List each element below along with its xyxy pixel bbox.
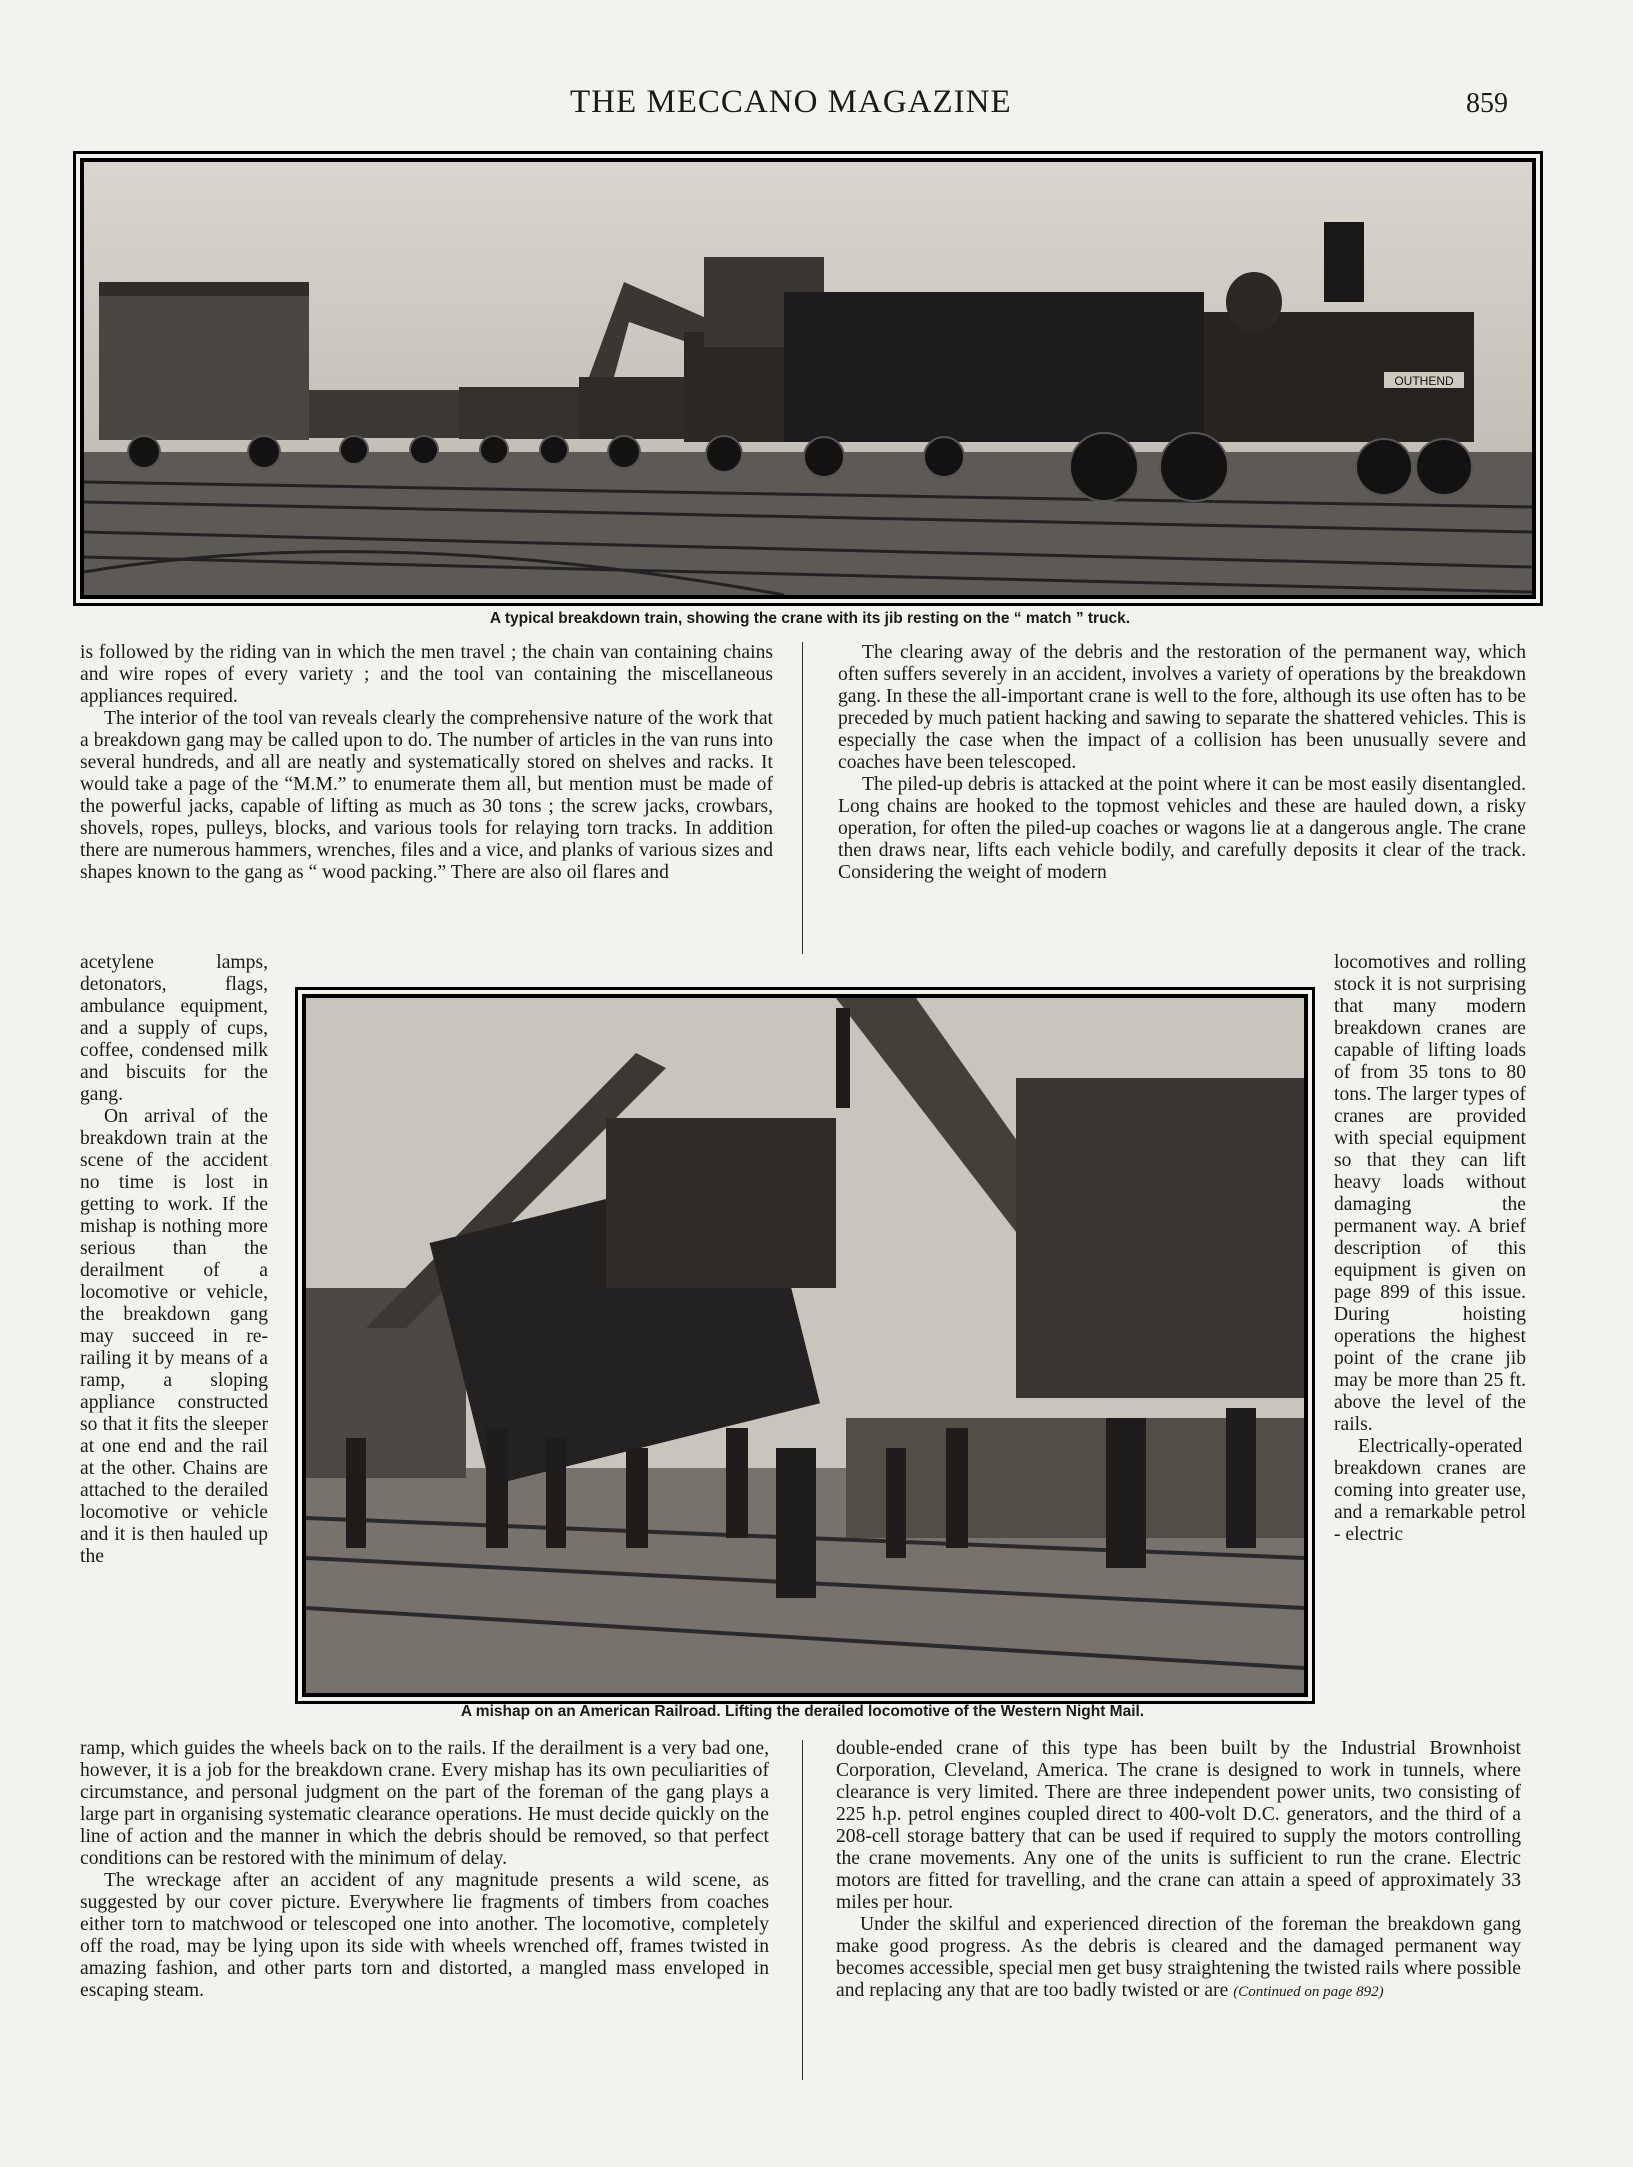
right-column-top: [838, 642, 1526, 884]
magazine-title: THE MECCANO MAGAZINE: [570, 84, 1012, 120]
left-column-narrow: [80, 952, 268, 1568]
paragraph-text: Under the skilful and experienced direction of the foreman the breakdown gang make good progress. As the debris is cleared and the damaged permanent way becomes accessible, special men get busy straightening the twisted rails where possible and replacing any that are too badly twisted or are: [836, 1914, 1521, 2001]
breakdown-train-photo: [80, 158, 1536, 599]
loco-nameplate-text: OUTHEND: [1394, 374, 1454, 388]
continued-note: (Continued on page 892): [1233, 1984, 1384, 2000]
american-mishap-photo: [302, 994, 1308, 1697]
page-number: 859: [1466, 88, 1508, 119]
column-rule: [802, 642, 803, 954]
paragraph: locomotives and rolling stock it is not surprising that many modern breakdown cranes are capable of lifting loads of from 35 tons to 80 tons. The larger types of cranes are provided with special equipment so that they can lift heavy loads without damaging the permanent way. A brief description of this equipment is given on page 899 of this issue. During hoisting operations the highest point of the crane jib may be more than 25 ft. above the level of the rails.: [1334, 952, 1526, 1435]
paragraph: ramp, which guides the wheels back on to the rails. If the derailment is a very bad one, however, it is a job for the breakdown crane. Every mishap has its own peculiarities of circumstance, and personal judgment on the part of the foreman of the gang plays a large part in organising systematic clearance operations. He must decide quickly on the line of action and the manner in which the debris should be removed, so that perfect conditions can be restored with the minimum of delay.: [80, 1738, 769, 1869]
paragraph: acetylene lamps, detonators, flags, ambulance equipment, and a supply of cups, coffee, condensed milk and biscuits for the gang.: [80, 952, 268, 1105]
right-column-bottom: [836, 1738, 1521, 2003]
paragraph: The interior of the tool van reveals clearly the comprehensive nature of the work that a breakdown gang may be called upon to do. The number of articles in the van runs into several hundreds, and all are neatly and systematically stored on shelves and racks. It would take a page of the “M.M.” to enumerate them all, but mention must be made of the powerful jacks, capable of lifting as much as 30 tons ; the screw jacks, crowbars, shovels, ropes, pulleys, blocks, and various tools for relaying torn tracks. In addition there are numerous hammers, wrenches, files and a vice, and planks of various sizes and shapes known to the gang as “ wood packing.” There are also oil flares and: [80, 708, 773, 883]
paragraph: double-ended crane of this type has been built by the Industrial Brownhoist Corporation, Cleveland, America. The crane is designed to work in tunnels, where clearance is very limited. There are three independent power units, two consisting of 225 h.p. petrol engines coupled direct to 400-volt D.C. generators, and the third of a 208-cell storage battery that can be used if required to supply the motors controlling the crane movements. Any one of the units is sufficient to run the crane. Electric motors are fitted for travelling, and the crane can attain a speed of approximately 33 miles per hour.: [836, 1738, 1521, 1913]
top-photo-caption: A typical breakdown train, showing the crane with its jib resting on the “ match ” truck.: [489, 610, 1131, 627]
left-column-top: [80, 642, 773, 884]
paragraph: is followed by the riding van in which the men travel ; the chain van containing chains and wire ropes of every variety ; and the tool van containing the miscellaneous appliances required.: [80, 642, 773, 707]
mid-photo-caption: A mishap on an American Railroad. Lifting the derailed locomotive of the Western Night Mail.: [460, 1703, 1145, 1720]
paragraph: The wreckage after an accident of any magnitude presents a wild scene, as suggested by our cover picture. Everywhere lie fragments of timbers from coaches either torn to matchwood or telescoped one into another. The locomotive, completely off the road, may be lying upon its side with wheels wrenched off, frames twisted in amazing fashion, and other parts torn and distorted, a mangled mass enveloped in escaping steam.: [80, 1870, 769, 2001]
right-column-narrow: [1334, 952, 1526, 1546]
left-column-bottom: [80, 1738, 769, 2002]
paragraph: Electrically-operated breakdown cranes are coming into greater use, and a remarkable petrol - electric: [1334, 1436, 1526, 1545]
paragraph: [836, 1914, 1521, 2003]
paragraph: On arrival of the breakdown train at the scene of the accident no time is lost in getting to work. If the mishap is nothing more serious than the derailment of a locomotive or vehicle, the breakdown gang may succeed in re-railing it by means of a ramp, a sloping appliance constructed so that it fits the sleeper at one end and the rail at the other. Chains are attached to the derailed locomotive or vehicle and it is then hauled up the: [80, 1106, 268, 1567]
mishap-illustration: [306, 998, 1304, 1693]
masthead: [0, 84, 1633, 124]
column-rule: [802, 1740, 803, 2080]
paragraph: The clearing away of the debris and the restoration of the permanent way, which often suffers severely in an accident, involves a variety of operations by the breakdown gang. In these the all-important crane is well to the fore, although its use often has to be preceded by much patient hacking and sawing to separate the shattered vehicles. This is especially the case when the impact of a collision has been unusually severe and coaches have been telescoped.: [838, 642, 1526, 773]
paragraph: The piled-up debris is attacked at the point where it can be most easily disentangled. Long chains are hooked to the topmost vehicles and these are hauled down, a risky operation, for often the piled-up coaches or wagons lie at a dangerous angle. The crane then draws near, lifts each vehicle bodily, and carefully deposits it clear of the track. Considering the weight of modern: [838, 774, 1526, 883]
breakdown-train-illustration: [84, 162, 1532, 595]
